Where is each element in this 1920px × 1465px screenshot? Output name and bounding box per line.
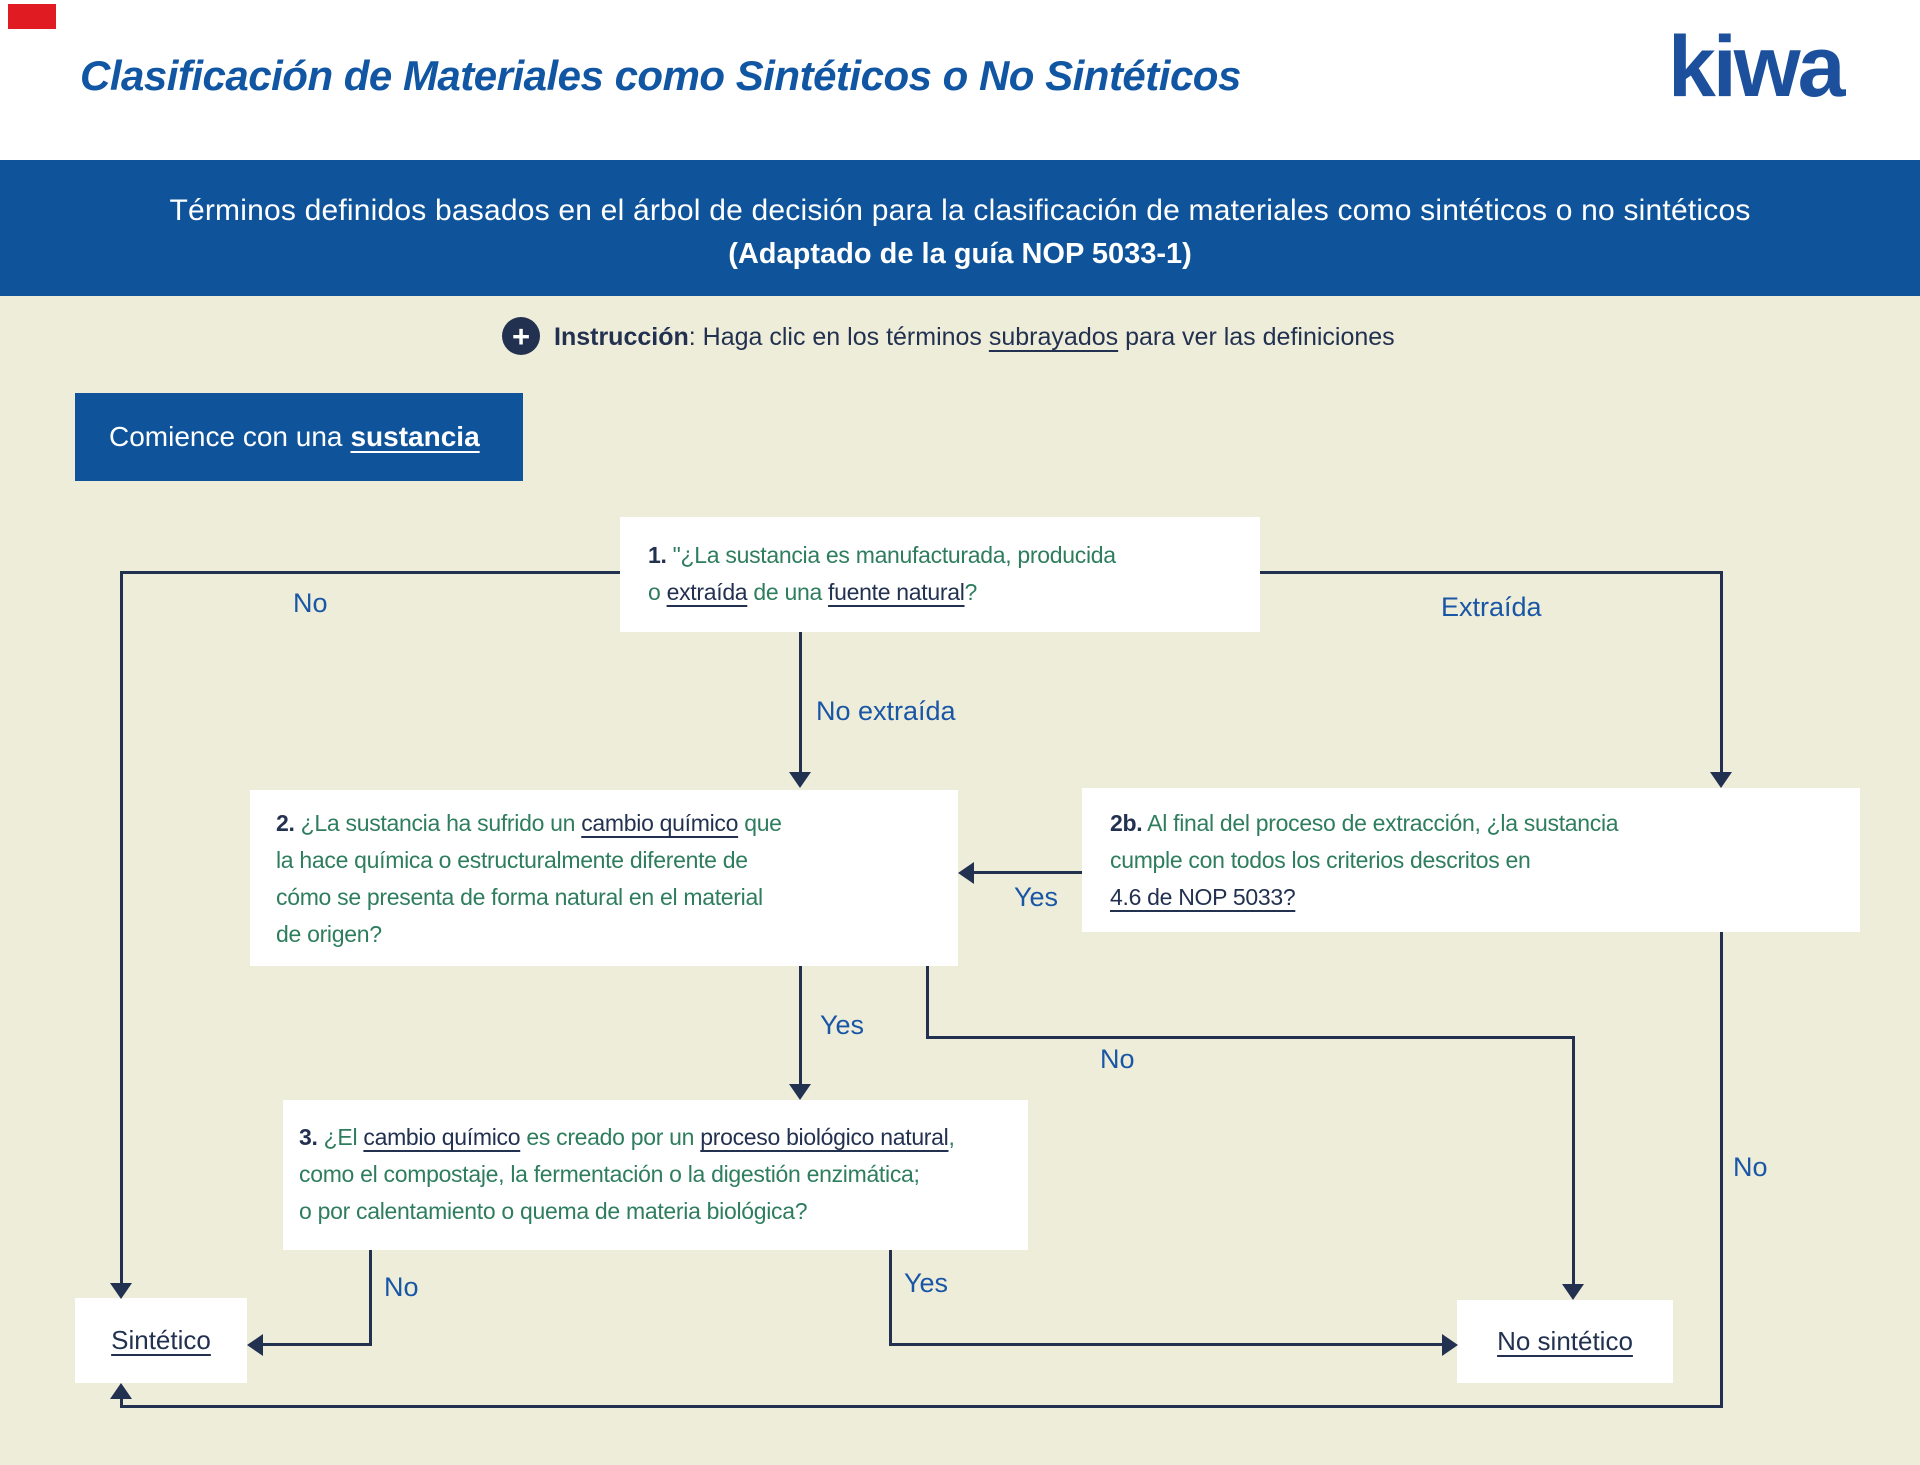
subtitle-banner [0, 160, 1920, 296]
q2b-text: Al final del proceso de extracción, ¿la sustancia [1142, 810, 1619, 836]
term-fuente-natural[interactable]: fuente natural [828, 579, 965, 605]
q2-line2: la hace química o estructuralmente diferente de [276, 847, 748, 873]
question-box-2 [250, 790, 958, 966]
q2-line1 [276, 805, 958, 842]
page-header [0, 0, 1920, 160]
term-cambio-quimico-2[interactable]: cambio químico [363, 1124, 521, 1150]
arrowhead-down-icon [789, 1084, 811, 1100]
q3-text3: , [948, 1124, 955, 1150]
q1-text3: de una [747, 579, 829, 605]
start-box [75, 393, 523, 481]
q1-number: 1. [648, 542, 667, 568]
question-box-1 [620, 517, 1260, 632]
instruction-pre: : Haga clic en los términos [688, 323, 989, 351]
connector-line [120, 571, 620, 574]
term-extraida[interactable]: extraída [666, 579, 748, 605]
q2b-line1 [1110, 805, 1860, 842]
result-box-no-sintetico [1457, 1300, 1673, 1383]
plus-icon: + [502, 317, 540, 355]
connector-line [369, 1250, 372, 1346]
edge-label-no-3: No [384, 1272, 419, 1302]
q2-text2: que [738, 810, 782, 836]
edge-label-no-2: No [1100, 1044, 1135, 1074]
q1-text: "¿La sustancia es manufacturada, producida [666, 542, 1116, 568]
instruction-text [554, 323, 1395, 352]
term-nop-5033[interactable]: 4.6 de NOP 5033? [1110, 884, 1296, 910]
question-box-3 [283, 1100, 1028, 1250]
connector-line [1260, 571, 1723, 574]
edge-label-yes-2-3: Yes [820, 1010, 865, 1040]
start-box-text: Comience con una [109, 421, 343, 452]
connector-line [926, 966, 929, 1039]
result-box-sintetico [75, 1298, 247, 1383]
edge-label-yes-2b: Yes [1014, 882, 1059, 912]
arrowhead-down-icon [789, 772, 811, 788]
banner-line2: (Adaptado de la guía NOP 5033-1) [728, 238, 1192, 270]
q2b-line3 [1110, 879, 1860, 916]
q3-line3: o por calentamiento o quema de materia biológica? [299, 1198, 808, 1224]
connector-line [926, 1036, 1575, 1039]
edge-label-no-extraida: No extraída [816, 696, 956, 726]
q2-number: 2. [276, 810, 295, 836]
kiwa-logo: kiwa [1668, 19, 1843, 115]
q3-text2: es creado por un [520, 1124, 701, 1150]
arrowhead-down-icon [110, 1283, 132, 1299]
edge-label-yes-3: Yes [904, 1268, 949, 1298]
connector-line [120, 571, 123, 1284]
page-title: Clasificación de Materiales como Sintéticos o No Sintéticos [80, 52, 1241, 99]
q2-line4: de origen? [276, 921, 382, 947]
term-no-sintetico[interactable]: No sintético [1497, 1326, 1633, 1356]
arrowhead-left-icon [247, 1334, 263, 1356]
q2-line3: cómo se presenta de forma natural en el material [276, 884, 763, 910]
q2b-number: 2b. [1110, 810, 1143, 836]
connector-line [974, 871, 1082, 874]
instruction-underlined-word: subrayados [988, 323, 1119, 351]
term-proceso-biologico[interactable]: proceso biológico natural [700, 1124, 949, 1150]
q2b-line2: cumple con todos los criterios descritos en [1110, 847, 1531, 873]
q1-text4: ? [964, 579, 978, 605]
q3-line1 [299, 1119, 1028, 1156]
edge-label-no-left: No [293, 588, 328, 618]
arrowhead-down-icon [1710, 772, 1732, 788]
edge-label-no-right: No [1733, 1152, 1768, 1182]
q1-line2 [648, 574, 1260, 611]
edge-label-extraida: Extraída [1441, 592, 1542, 622]
connector-line [1572, 1036, 1575, 1284]
q3-number: 3. [299, 1124, 318, 1150]
connector-line [1720, 932, 1723, 1408]
instruction-bold: Instrucción [554, 323, 689, 351]
term-sustancia[interactable]: sustancia [350, 421, 480, 452]
arrowhead-down-icon [1562, 1284, 1584, 1300]
connector-line [120, 1405, 1723, 1408]
connector-line [799, 632, 802, 772]
instruction-post: para ver las definiciones [1118, 323, 1395, 351]
connector-line [889, 1250, 892, 1346]
q1-text2: o [648, 579, 667, 605]
arrowhead-up-icon [110, 1383, 132, 1399]
connector-line [799, 966, 802, 1084]
banner-line1: Términos definidos basados en el árbol de decisión para la clasificación de materiales como sintéticos o no sintéticos [169, 194, 1751, 227]
q3-text: ¿El [317, 1124, 364, 1150]
q1-line1 [648, 537, 1260, 574]
connector-line [1720, 571, 1723, 772]
term-cambio-quimico[interactable]: cambio químico [581, 810, 739, 836]
question-box-2b [1082, 788, 1860, 932]
connector-line [889, 1343, 1442, 1346]
red-corner-mark [8, 4, 56, 29]
q2-text: ¿La sustancia ha sufrido un [294, 810, 582, 836]
arrowhead-left-icon [958, 862, 974, 884]
term-sintetico[interactable]: Sintético [111, 1325, 211, 1355]
connector-line [263, 1343, 371, 1346]
q3-line2: como el compostaje, la fermentación o la digestión enzimática; [299, 1161, 920, 1187]
arrowhead-right-icon [1442, 1334, 1458, 1356]
